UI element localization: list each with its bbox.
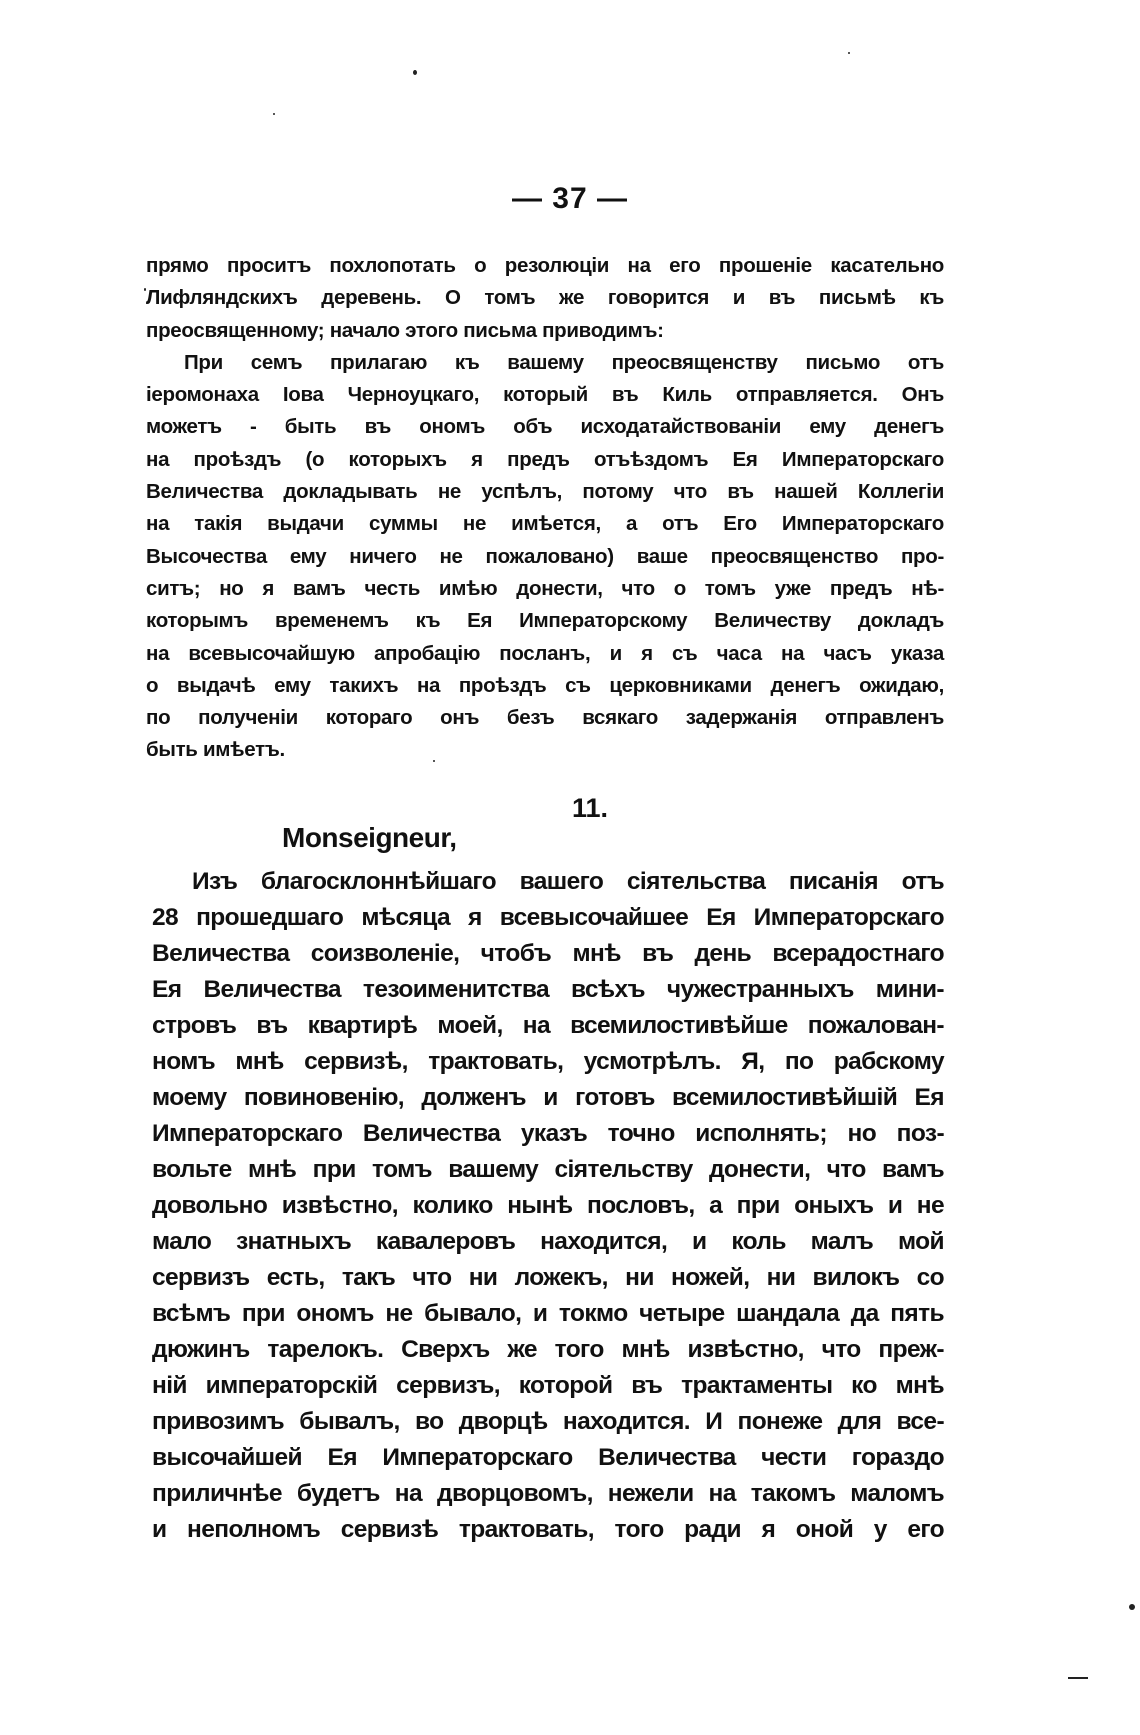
scan-speck: [273, 113, 275, 115]
scan-speck: [848, 52, 850, 54]
text-line: о выдачѣ ему такихъ на проѣздъ съ церковниками денегъ ожидаю,: [146, 673, 944, 697]
text-line: и неполномъ сервизѣ трактовать, того ради я оной у его: [152, 1516, 944, 1543]
text-line: привозимъ бывалъ, во дворцѣ находится. И понеже для все-: [152, 1408, 944, 1435]
quoted-letter-paragraph: [146, 250, 944, 767]
text-line: можетъ - быть въ ономъ объ исходатайствованіи ему денегъ: [146, 415, 944, 439]
scan-speck: [144, 288, 146, 291]
letter-body: [152, 864, 944, 1548]
text-line: При семъ прилагаю къ вашему преосвященству письмо отъ: [184, 350, 944, 374]
text-line: по полученіи котораго онъ безъ всякаго задержанія отправленъ: [146, 706, 944, 730]
text-line: мало знатныхъ кавалеровъ находится, и коль малъ мой: [152, 1228, 944, 1255]
text-line: приличнѣе будетъ на дворцовомъ, нежели на такомъ маломъ: [152, 1480, 944, 1507]
text-line: іеромонаха Іова Черноуцкаго, который въ Киль отправляется. Онъ: [146, 383, 944, 407]
text-line: вольте мнѣ при томъ вашему сіятельству донести, что вамъ: [152, 1156, 944, 1183]
text-line: Величества докладывать не успѣлъ, потому что въ нашей Коллегіи: [146, 480, 944, 504]
scan-speck: [1068, 1677, 1088, 1679]
scan-speck: [413, 70, 417, 75]
text-line: Императорскаго Величества указъ точно исполнять; но поз-: [152, 1120, 944, 1147]
scan-speck: [433, 760, 435, 762]
text-line: быть имѣетъ.: [146, 738, 285, 762]
text-line: на проѣздъ (о которыхъ я предъ отъѣздомъ Ея Императорскаго: [146, 447, 944, 471]
text-line: Величества соизволеніе, чтобъ мнѣ въ день всерадостнаго: [152, 940, 944, 967]
salutation: Monseigneur,: [282, 822, 457, 853]
scan-speck: [1129, 1604, 1135, 1610]
text-line: которымъ временемъ къ Ея Императорскому Величеству докладъ: [146, 609, 944, 633]
text-line: 28 прошедшаго мѣсяца я всевысочайшее Ея Императорскаго: [152, 904, 944, 931]
text-line: Изъ благосклоннѣйшаго вашего сіятельства писанія отъ: [192, 868, 944, 895]
text-line: Высочества ему ничего не пожаловано) ваше преосвященство про-: [146, 544, 944, 568]
text-line: дюжинъ тарелокъ. Сверхъ же того мнѣ извѣстно, что преж-: [152, 1336, 944, 1363]
text-line: на всевысочайшую апробацію посланъ, и я съ часа на часъ указа: [146, 641, 944, 665]
text-line: моему повиновенію, долженъ и готовъ всемилостивѣйшій Ея: [152, 1084, 944, 1111]
text-line: Лифляндскихъ деревень. О томъ же говорится и въ письмѣ къ: [146, 286, 944, 310]
text-line: ситъ; но я вамъ честь имѣю донести, что о томъ уже предъ нѣ-: [146, 576, 944, 600]
text-line: всѣмъ при ономъ не бывало, и токмо четыре шандала да пять: [152, 1300, 944, 1327]
text-line: довольно извѣстно, колико нынѣ пословъ, а при оныхъ и не: [152, 1192, 944, 1219]
text-line: стровъ въ квартирѣ моей, на всемилостивѣйше пожалован-: [152, 1012, 944, 1039]
text-line: номъ мнѣ сервизѣ, трактовать, усмотрѣлъ. Я, по рабскому: [152, 1048, 944, 1075]
text-line: Ея Величества тезоименитства всѣхъ чужестранныхъ мини-: [152, 976, 944, 1003]
section-number: 11.: [571, 793, 609, 823]
text-line: прямо проситъ похлопотать о резолюціи на его прошеніе касательно: [146, 254, 944, 277]
text-line: преосвященному; начало этого письма приводимъ:: [146, 318, 664, 342]
text-line: высочайшей Ея Императорскаго Величества чести гораздо: [152, 1444, 944, 1471]
text-line: сервизъ есть, такъ что ни ложекъ, ни ножей, ни вилокъ со: [152, 1264, 944, 1291]
text-line: на такія выдачи суммы не имѣется, а отъ Его Императорскаго: [146, 512, 944, 536]
page-number: — 37 —: [511, 182, 629, 215]
text-line: ній императорскій сервизъ, которой въ трактаменты ко мнѣ: [152, 1372, 944, 1399]
